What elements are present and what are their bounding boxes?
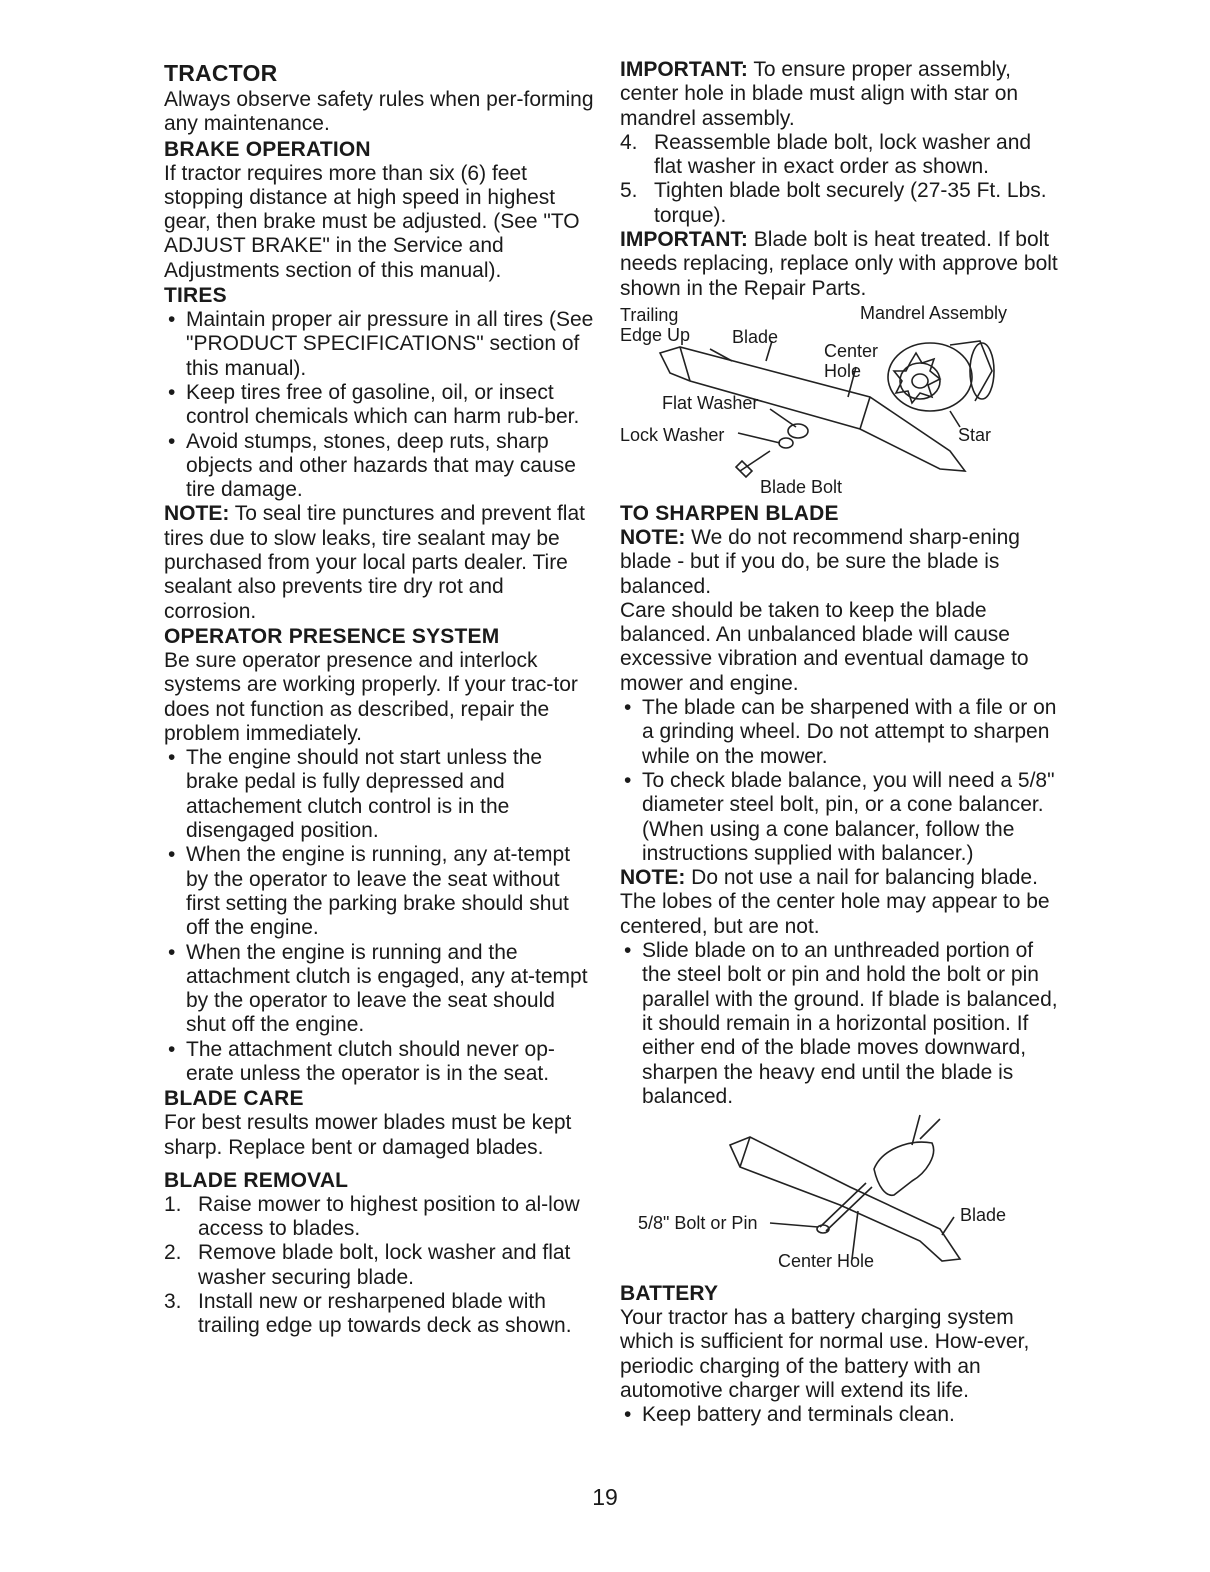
- list-item: • The engine should not start unless the brake pedal is fully depressed and attachement clutch control is in the disengaged position.: [164, 746, 594, 843]
- step-number: 5.: [620, 179, 638, 203]
- lock-washer-label: Lock Washer: [620, 424, 725, 445]
- note-label: NOTE:: [164, 502, 230, 526]
- list-item: • Slide blade on to an unthreaded portion of the steel bolt or pin and hold the bolt or pin parallel with the ground. If blade is balanced, it should remain in a horizontal position. If either end of the blade moves downward, sharpen the heavy end until the blade is balanced.: [620, 939, 1060, 1109]
- brake-operation-heading: BRAKE OPERATION: [164, 137, 371, 161]
- step-item: [164, 1241, 594, 1290]
- operator-presence-text: Be sure operator presence and interlock systems are working properly. If your trac-tor does not function as described, repair the problem immediately.: [164, 648, 578, 745]
- step-number: 4.: [620, 130, 638, 154]
- brake-operation-text: If tractor requires more than six (6) feet stopping distance at high speed in highest gear, then brake must be adjusted. (See "TO ADJUST BRAKE" in the Service and Adjustments section of this manual).: [164, 161, 580, 282]
- step-item: [164, 1193, 594, 1242]
- balance-list: [620, 939, 1060, 1109]
- list-item: • The attachment clutch should never op-erate unless the operator is in the seat.: [164, 1038, 594, 1087]
- reassembly-steps: [620, 131, 1060, 228]
- list-item: • Keep tires free of gasoline, oil, or insect control chemicals which can harm rub-ber.: [164, 381, 594, 430]
- tires-note: [164, 502, 594, 623]
- step-item: [164, 1290, 594, 1339]
- tractor-text: Always observe safety rules when per-forming any maintenance.: [164, 88, 594, 136]
- center-hole-label: Center Hole: [778, 1251, 875, 1272]
- tractor-heading: TRACTOR: [164, 60, 278, 86]
- list-item: • When the engine is running, any at-tempt by the operator to leave the seat without first setting the parking brake should shut off the engine.: [164, 843, 594, 940]
- blade-care-heading: BLADE CARE: [164, 1087, 304, 1111]
- blade-removal-steps: [164, 1193, 594, 1339]
- hole-label: Hole: [824, 360, 862, 381]
- note-label: NOTE:: [620, 866, 686, 890]
- blade-removal-heading: BLADE REMOVAL: [164, 1168, 349, 1192]
- tires-list: [164, 308, 594, 502]
- step-text: Reassemble blade bolt, lock washer and flat washer in exact order as shown.: [654, 130, 1032, 179]
- operator-presence-heading: OPERATOR PRESENCE SYSTEM: [164, 624, 500, 648]
- to-sharpen-blade-heading: TO SHARPEN BLADE: [620, 501, 839, 525]
- blade-label: Blade: [732, 326, 779, 347]
- trailing-label: Trailing: [620, 304, 679, 325]
- star-label: Star: [958, 424, 992, 445]
- bolt-or-pin-label: 5/8" Bolt or Pin: [638, 1213, 758, 1234]
- important-text: Blade bolt is heat treated. If bolt needs replacing, replace only with approve bolt shown in the Repair Parts.: [620, 228, 1058, 300]
- right-column: [620, 58, 1060, 1428]
- important-text: To ensure proper assembly, center hole in blade must align with star on mandrel assembly.: [620, 58, 1019, 130]
- list-item: • The blade can be sharpened with a file or on a grinding wheel. Do not attempt to sharpen while on the mower.: [620, 696, 1060, 769]
- step-text: Install new or resharpened blade with trailing edge up towards deck as shown.: [198, 1290, 572, 1338]
- blade-label: Blade: [960, 1205, 1007, 1226]
- note-label: NOTE:: [620, 525, 686, 549]
- step-item: [620, 131, 1060, 180]
- left-column: [164, 58, 594, 1339]
- step-text: Raise mower to highest position to al-low access to blades.: [198, 1192, 580, 1241]
- mandrel-assembly-label: Mandrel Assembly: [860, 302, 1008, 323]
- important-label: IMPORTANT:: [620, 58, 748, 81]
- operator-presence-list: [164, 746, 594, 1086]
- blade-assembly-figure: [620, 301, 1060, 501]
- step-number: 2.: [164, 1241, 182, 1265]
- flat-washer-label: Flat Washer: [662, 392, 759, 413]
- step-text: Remove blade bolt, lock washer and flat washer securing blade.: [198, 1241, 571, 1289]
- list-item: • When the engine is running and the attachment clutch is engaged, any at-tempt by the operator to leave the seat should shut off the engine.: [164, 941, 594, 1038]
- battery-heading: BATTERY: [620, 1282, 719, 1306]
- important-alignment: [620, 58, 1060, 131]
- step-number: 3.: [164, 1290, 182, 1314]
- important-bolt: [620, 228, 1060, 301]
- note-text: We do not recommend sharp-ening blade - but if you do, be sure the blade is balanced.: [620, 525, 1020, 598]
- list-item: • To check blade balance, you will need a 5/8" diameter steel bolt, pin, or a cone balancer. (When using a cone balancer, follow the instructions supplied with balancer.): [620, 769, 1060, 866]
- sharpen-text: Care should be taken to keep the blade balanced. An unbalanced blade will cause excessive vibration and eventual damage to mower and engine.: [620, 598, 1029, 695]
- blade-care-text: For best results mower blades must be kept sharp. Replace bent or damaged blades.: [164, 1111, 572, 1159]
- blade-bolt-label: Blade Bolt: [760, 476, 843, 497]
- important-label: IMPORTANT:: [620, 228, 748, 252]
- step-number: 1.: [164, 1192, 182, 1216]
- step-item: [620, 179, 1060, 228]
- list-item: • Avoid stumps, stones, deep ruts, sharp objects and other hazards that may cause tire damage.: [164, 430, 594, 503]
- step-text: Tighten blade bolt securely (27-35 Ft. Lbs. torque).: [654, 179, 1047, 227]
- edge-up-label: Edge Up: [620, 324, 691, 345]
- list-item: • Maintain proper air pressure in all tires (See "PRODUCT SPECIFICATIONS" section of this manual).: [164, 308, 594, 381]
- note-text: Do not use a nail for balancing blade. The lobes of the center hole may appear to be centered, but are not.: [620, 866, 1050, 938]
- nail-note: [620, 866, 1060, 939]
- battery-list: [620, 1403, 1060, 1427]
- blade-balancing-figure: [620, 1109, 1060, 1281]
- center-label: Center: [824, 340, 879, 361]
- note-text: To seal tire punctures and prevent flat tires due to slow leaks, tire sealant may be purchased from your local parts dealer. Tire sealant also prevents tire dry rot and corrosion.: [164, 502, 585, 623]
- battery-text: Your tractor has a battery charging system which is sufficient for normal use. How-ever, periodic charging of the battery with an automotive charger will extend its life.: [620, 1306, 1030, 1402]
- tires-heading: TIRES: [164, 284, 227, 308]
- sharpen-note: [620, 526, 1060, 599]
- sharpen-list: [620, 696, 1060, 866]
- list-item: • Keep battery and terminals clean.: [620, 1403, 1060, 1427]
- page-number: 19: [592, 1484, 618, 1510]
